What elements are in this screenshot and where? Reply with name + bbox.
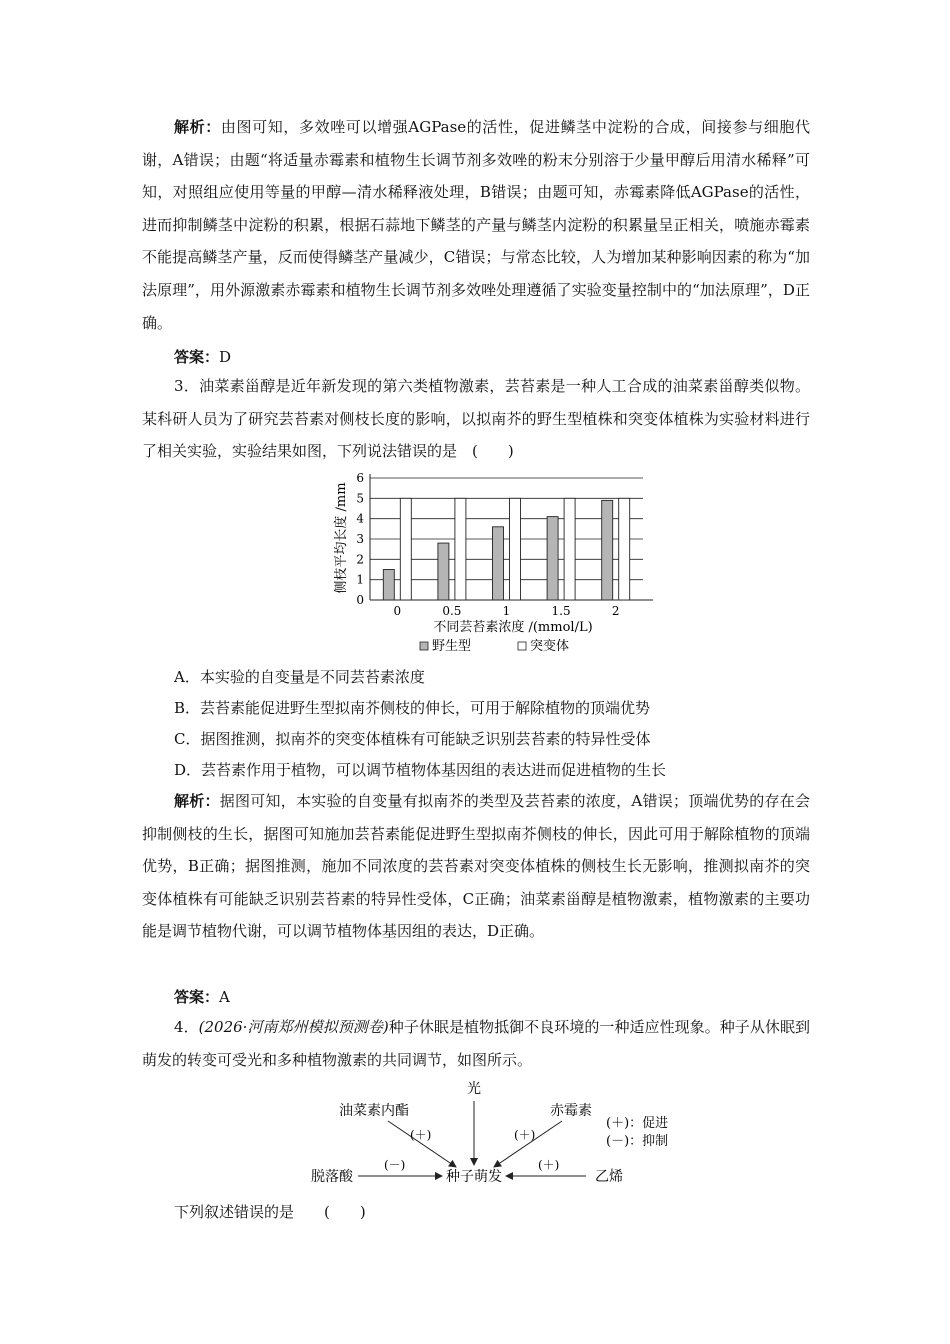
analysis-label: 解析： bbox=[174, 792, 220, 810]
node-light: 光 bbox=[467, 1081, 481, 1097]
question-3-stem: 3．油菜素甾醇是近年新发现的第六类植物激素，芸苔素是一种人工合成的油菜素甾醇类似物。某科研人员为了研究芸苔素对侧枝长度的影响，以拟南芥的野生型植株和突变体植株为实验材料进行了相关实验，实验结果如图，下列说法错误的是 ( ) bbox=[142, 377, 810, 461]
question-4-stem bbox=[142, 1011, 810, 1076]
question-4-prompt: 下列叙述错误的是 ( ) bbox=[174, 1203, 366, 1221]
chart-y-tick-label: 2 bbox=[356, 552, 364, 567]
bar-mutant bbox=[510, 498, 521, 600]
question-4-text: 种子休眠是植物抵御不良环境的一种适应性现象。种子从休眠到萌发的转变可受光和多种植物激素的共同调节，如图所示。 bbox=[142, 1018, 810, 1069]
legend-label-mutant: 突变体 bbox=[530, 639, 570, 654]
chart-x-tick-label: 1 bbox=[502, 604, 511, 618]
answer-value: A bbox=[219, 988, 230, 1006]
label-brassinolide-effect: (＋) bbox=[410, 1128, 432, 1142]
label-aba-effect: (－) bbox=[384, 1158, 406, 1172]
node-seed-germination: 种子萌发 bbox=[446, 1169, 502, 1185]
chart-x-tick-label: 1.5 bbox=[551, 604, 571, 618]
bar-wild-type bbox=[383, 570, 394, 601]
analysis-q3 bbox=[142, 785, 810, 948]
answer-q2 bbox=[174, 346, 231, 367]
chart-y-tick-label: 5 bbox=[356, 491, 364, 506]
chart-legend bbox=[420, 638, 569, 654]
answer-label: 答案： bbox=[174, 988, 220, 1006]
legend-swatch-wild bbox=[420, 642, 428, 650]
bar-mutant bbox=[455, 498, 466, 600]
analysis-text: 由图可知，多效唑可以增强AGPase的活性，促进鳞茎中淀粉的合成，间接参与细胞代谢，A错误；由题“将适量赤霉素和植物生长调节剂多效唑的粉末分别溶于少量甲醇后用清水稀释”可知，对照组应使用等量的甲醇—清水稀释液处理，B错误；由题可知，赤霉素降低AGPase的活性，进而抑制鳞茎中淀粉的积累，根据石蒜地下鳞茎的产量与鳞茎内淀粉的积累量呈正相关，喷施赤霉素不能提高鳞茎产量，反而使得鳞茎产量减少，C错误；与常态比较，人为增加某种影响因素的称为“加法原理”，用外源激素赤霉素和植物生长调节剂多效唑处理遵循了实验变量控制中的“加法原理”，D正确。 bbox=[142, 118, 810, 332]
bar-mutant bbox=[400, 498, 411, 600]
bar-mutant bbox=[564, 498, 575, 600]
legend-inhibit: (－)：抑制 bbox=[606, 1134, 669, 1149]
bar-wild-type bbox=[602, 500, 613, 600]
chart-y-tick-label: 3 bbox=[356, 532, 364, 546]
bar-chart bbox=[325, 468, 665, 660]
answer-label: 答案： bbox=[174, 348, 220, 366]
bar-wild-type bbox=[438, 543, 449, 600]
chart-x-label: 不同芸苔素浓度 /(mmol/L) bbox=[433, 620, 593, 635]
label-ethylene-effect: (＋) bbox=[538, 1158, 560, 1172]
bar-wild-type bbox=[493, 527, 504, 600]
chart-y-tick-label: 4 bbox=[356, 511, 364, 526]
chart-x-tick-label: 2 bbox=[611, 604, 620, 618]
node-gibberellin: 赤霉素 bbox=[550, 1103, 592, 1119]
legend-swatch-mutant bbox=[518, 642, 526, 650]
bar-mutant bbox=[619, 498, 630, 600]
chart-x-ticks bbox=[393, 604, 619, 618]
analysis-label: 解析： bbox=[174, 118, 221, 136]
chart-y-tick-label: 0 bbox=[356, 593, 364, 607]
analysis-q2 bbox=[142, 111, 810, 339]
chart-x-tick-label: 0.5 bbox=[442, 604, 462, 618]
chart-bars bbox=[383, 498, 629, 600]
question-4-source: (2026·河南郑州模拟预测卷) bbox=[198, 1018, 389, 1036]
option-d: D．芸苔素作用于植物，可以调节植物体基因组的表达进而促进植物的生长 bbox=[174, 761, 667, 779]
option-c: C．据图推测，拟南芥的突变体植株有可能缺乏识别芸苔素的特异性受体 bbox=[174, 730, 651, 748]
chart-y-ticks bbox=[356, 471, 364, 607]
analysis-text: 据图可知，本实验的自变量有拟南芥的类型及芸苔素的浓度，A错误；顶端优势的存在会抑制侧枝的生长，据图可知施加芸苔素能促进野生型拟南芥侧枝的伸长，因此可用于解除植物的顶端优势，B正确；据图推测，施加不同浓度的芸苔素对突变体植株的侧枝生长无影响，推测拟南芥的突变体植株有可能缺乏识别芸苔素的特异性受体，C正确；油菜素甾醇是植物激素，植物激素的主要功能是调节植物代谢，可以调节植物体基因组的表达，D正确。 bbox=[142, 792, 810, 941]
answer-value: D bbox=[219, 348, 232, 366]
regulation-diagram bbox=[300, 1075, 680, 1187]
chart-y-label: 侧枝平均长度 /mm bbox=[334, 482, 349, 594]
chart-x-tick-label: 0 bbox=[393, 604, 402, 618]
legend-label-wild: 野生型 bbox=[432, 639, 472, 654]
option-a: A．本实验的自变量是不同芸苔素浓度 bbox=[174, 668, 425, 686]
node-brassinolide: 油菜素内酯 bbox=[339, 1103, 409, 1119]
label-gibberellin-effect: (＋) bbox=[514, 1128, 536, 1142]
node-ethylene: 乙烯 bbox=[595, 1169, 623, 1185]
node-aba: 脱落酸 bbox=[311, 1169, 353, 1185]
chart-y-tick-label: 1 bbox=[356, 572, 364, 587]
chart-y-tick-label: 6 bbox=[356, 471, 364, 485]
option-b: B．芸苔素能促进野生型拟南芥侧枝的伸长，可用于解除植物的顶端优势 bbox=[174, 699, 651, 717]
question-4-number: 4． bbox=[174, 1018, 199, 1036]
bar-wild-type bbox=[547, 517, 558, 600]
answer-q3 bbox=[174, 986, 230, 1007]
legend-promote: (＋)：促进 bbox=[606, 1116, 669, 1131]
